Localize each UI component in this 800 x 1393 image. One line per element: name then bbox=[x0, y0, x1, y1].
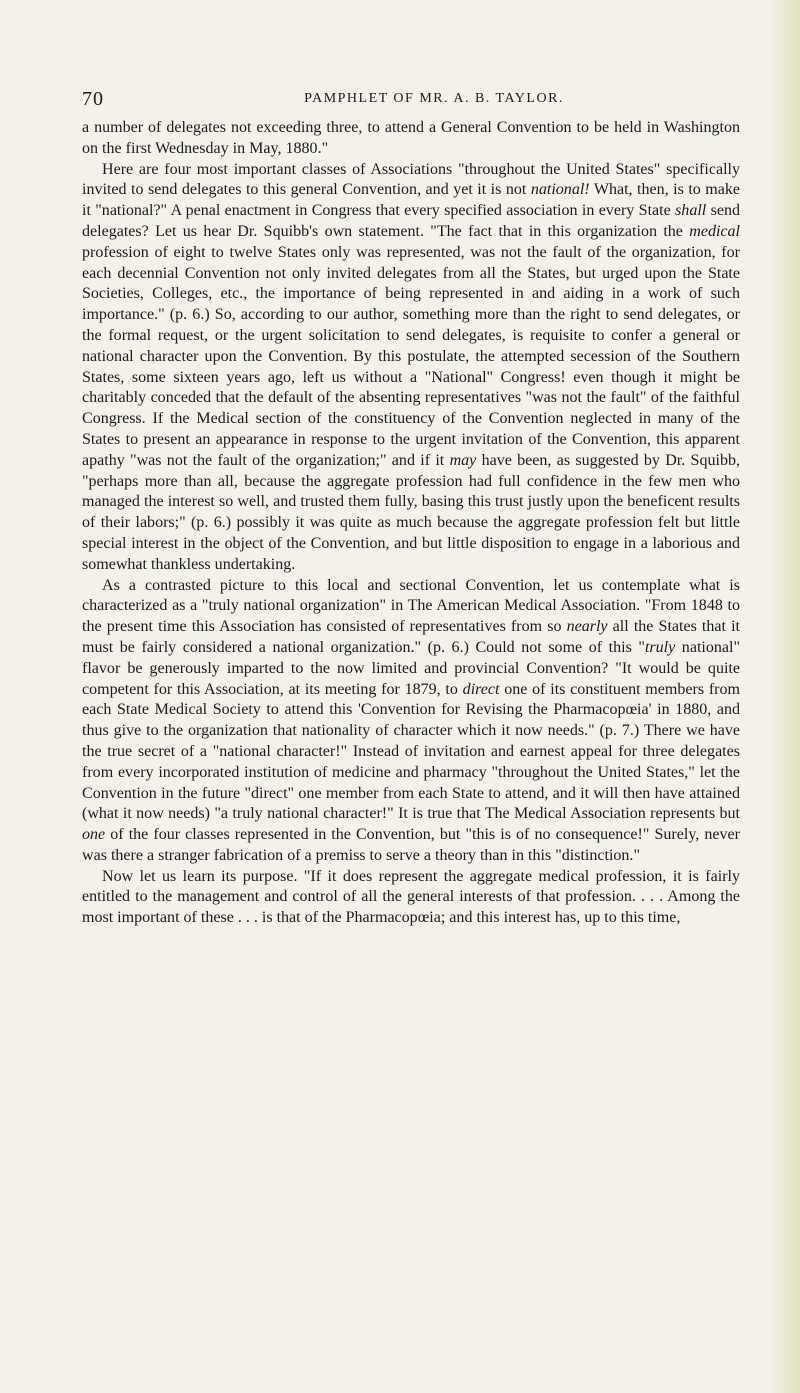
text-run: As a contrasted picture to this local and sectional Convention, let us contemplate what is characterized as a "truly national organization" in The American Medical Association. "From 1848 to the present time this Association has consisted of representatives from so bbox=[82, 576, 740, 636]
italic-text: may bbox=[449, 451, 477, 469]
body-text bbox=[82, 118, 740, 929]
text-run: Now let us learn its purpose. "If it does represent the aggregate medical profession, it is fairly entitled to the management and control of all the general interests of that profession. . . . Among the most important of these . . . is that of the Pharmacopœia; and this interest has, up to this time, bbox=[82, 867, 740, 927]
text-run: profession of eight to twelve States only was represented, was not the fault of the organization, for each decennial Convention not only invited delegates from all the States, but urged upon the State Societies, Colleges, etc., the importance of being represented in and aiding in a work of such importance." (p. 6.) So, according to our author, something more than the right to send delegates, or the formal request, or the urgent solicitation to send delegates, is requisite to confer a general or national character upon the Convention. By this postulate, the attempted secession of the Southern States, some sixteen years ago, left us without a "National" Congress! even though it might be charitably conceded that the default of the absenting representatives "was not the fault" of the faithful Congress. If the Medical section of the constituency of the Convention neglected in many of the States to present an appearance in response to the urgent invitation of the Convention, this apparent apathy "was not the fault of the organization;" and if it bbox=[82, 243, 740, 469]
page-edge-shadow bbox=[770, 0, 800, 1393]
italic-text: medical bbox=[689, 222, 740, 240]
italic-text: shall bbox=[675, 202, 707, 220]
text-run: national" flavor be generously imparted to the now limited and provincial Convention? "It would be quite competent for this Association, at its meeting for 1879, to bbox=[82, 638, 740, 698]
text-run: of the four classes represented in the Convention, but "this is of no consequence!" Surely, never was there a stranger fabrication of a premiss to serve a theory than in this "distinction." bbox=[82, 826, 740, 864]
running-head bbox=[82, 88, 740, 112]
italic-text: one bbox=[82, 826, 106, 844]
text-run: Here are four most important classes of Associations "throughout the United States" specifically invited to send delegates to this general Convention, and yet it is not bbox=[82, 160, 740, 199]
paragraph bbox=[82, 576, 740, 867]
paragraph bbox=[82, 118, 740, 160]
text-run: all the States that it must be fairly considered a national organization." (p. 6.) Could not some of this " bbox=[82, 618, 741, 656]
italic-text: national! bbox=[530, 181, 590, 199]
text-run: a number of delegates not exceeding three, to attend a General Convention to be held in Washington on the first Wednesday in May, 1880." bbox=[82, 119, 740, 157]
italic-text: direct bbox=[462, 680, 500, 698]
paragraph bbox=[82, 867, 740, 929]
paragraph bbox=[82, 160, 740, 576]
page-number: 70 bbox=[82, 88, 104, 110]
italic-text: nearly bbox=[566, 618, 608, 636]
running-head-title: PAMPHLET OF MR. A. B. TAYLOR. bbox=[304, 91, 564, 106]
text-run: have been, as suggested by Dr. Squibb, "perhaps more than all, because the aggregate profession had full confidence in the few men who managed the interest so well, and trusted them fully, basing this trust justly upon the beneficent results of their labors;" (p. 6.) possibly it was quite as much because the aggregate profession felt but little special interest in the object of the Convention, and but little disposition to engage in a laborious and somewhat thankless undertaking. bbox=[82, 451, 740, 573]
text-run: send delegates? Let us hear Dr. Squibb's own statement. "The fact that in this organization the bbox=[82, 202, 740, 240]
italic-text: truly bbox=[644, 638, 676, 656]
text-run: one of its constituent members from each State Medical Society to attend this 'Convention for Revising the Pharmacopœia' in 1880, and thus give to the organization that nationality of character which it now needs." (p. 7.) There we have the true secret of a "national character!" Instead of invitation and earnest appeal for three delegates from every incorporated institution of medicine and pharmacy "throughout the United States," let the Convention in the future "direct" one member from each State to attend, and it will then have attained (what it now needs) "a truly national character!" It is true that The Medical Association represents but bbox=[82, 680, 740, 823]
text-run: What, then, is to make it "national?" A penal enactment in Congress that every specified association in every State bbox=[82, 181, 740, 220]
